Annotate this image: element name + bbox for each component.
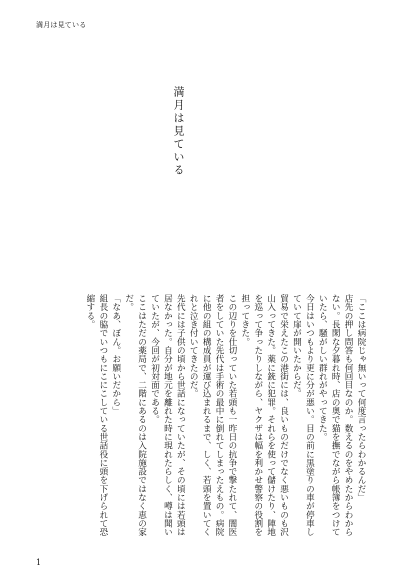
paragraph: ここはただの薬局で、二階にあるのは入院施設ではなく恵の家だ。 bbox=[123, 294, 147, 537]
paragraph: 今日はいつもより更に分が悪い。目の前に黒塗りの車が停車していて扉が開いたからだ。 bbox=[291, 294, 315, 537]
paragraph: 組長の脇でいつもにこにこしている世話役に頭を下げられて恐縮する。 bbox=[84, 294, 108, 537]
page-number: 1 bbox=[36, 558, 42, 567]
paragraph: 貿易で栄えたこの港街には、良いものだけでなく悪いものも沢山入ってきた。薬に銃に犯罪。それらを使って儲けたり、陣地を巡って争ったりしながら、ヤクザは幅を利かせ警察の役割を担ってきた。 bbox=[239, 294, 289, 537]
paragraph: この辺りを仕切っていた若頭も一昨日の抗争で撃たれて、闇医者をしていた先代は手術の最中に倒れてしまったえもの。病院に他の組の構成員が運び込まれるまで、しく、若頭を置いてくれと泣き付いてきたのだ。 bbox=[188, 294, 237, 537]
running-header: 満月は見ている bbox=[36, 21, 87, 29]
paragraph: 「なあ、ぼん。お願いだから」 bbox=[110, 294, 121, 416]
paragraph: 先代には子供の頃から世話になっていたが、その頃には若頭は居なかった。自分が地元を離れた時に現れたらしく、噂は聞いていたが、今回が初対面である。 bbox=[149, 294, 186, 537]
paragraph: 「ここは病院じゃ無いって何度言ったらわかるんだ」 bbox=[356, 294, 366, 502]
chapter-title: 満月は見ている bbox=[172, 86, 185, 177]
paragraph: 店先の押し問答も何回目なのか。数えるのをやめたからわからない。長閑な夕暮れ時、店の奥で猫を撫でながら帳簿をつけていたら、騒がしい群れがやってきた。 bbox=[317, 294, 354, 537]
body-text bbox=[83, 294, 367, 539]
